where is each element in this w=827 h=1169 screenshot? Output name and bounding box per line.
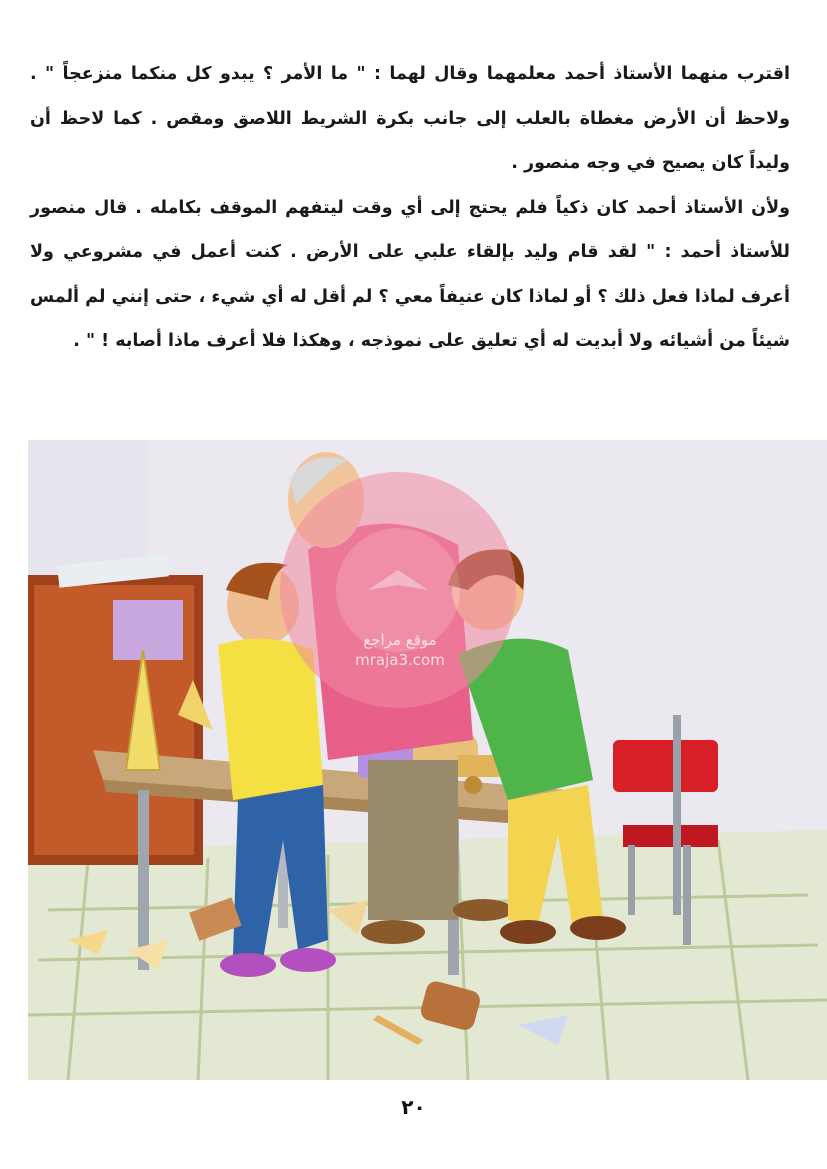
story-paragraph-2: ولأن الأستاذ أحمد كان ذكياً فلم يحتج إلى أي وقت ليتفهم الموقف بكامله . قال منصور للأستاذ أحمد : " لقد قام وليد بإلقاء علبي على الأرض . كنت أعمل في مشروعي ولا أعرف لماذا فعل ذلك ؟ أو لماذا كان عنيفاً معي ؟ لم أقل له أي شيء ، حتى إنني لم ألمس شيئاً من أشيائه ولا أبديت له أي تعليق على نموذجه ، وهكذا فلا أعرف ماذا أصابه ! " .: [30, 197, 790, 351]
story-paragraph-1: اقترب منهما الأستاذ أحمد معلمهما وقال لهما : " ما الأمر ؟ يبدو كل منكما منزعجاً " . ولاحظ أن الأرض مغطاة بالعلب إلى جانب بكرة الشريط اللاصق ومقص . كما لاحظ أن وليداً كان يصيح في وجه منصور .: [30, 64, 790, 173]
page-number: ٢٠: [401, 1095, 426, 1119]
watermark-arabic: موقع مراجع: [363, 631, 437, 649]
story-text: [30, 52, 790, 364]
classroom-illustration: [28, 440, 827, 1080]
watermark-url: mraja3.com: [355, 651, 445, 669]
watermark-logo: [280, 472, 516, 708]
watermark-text: [310, 630, 490, 670]
